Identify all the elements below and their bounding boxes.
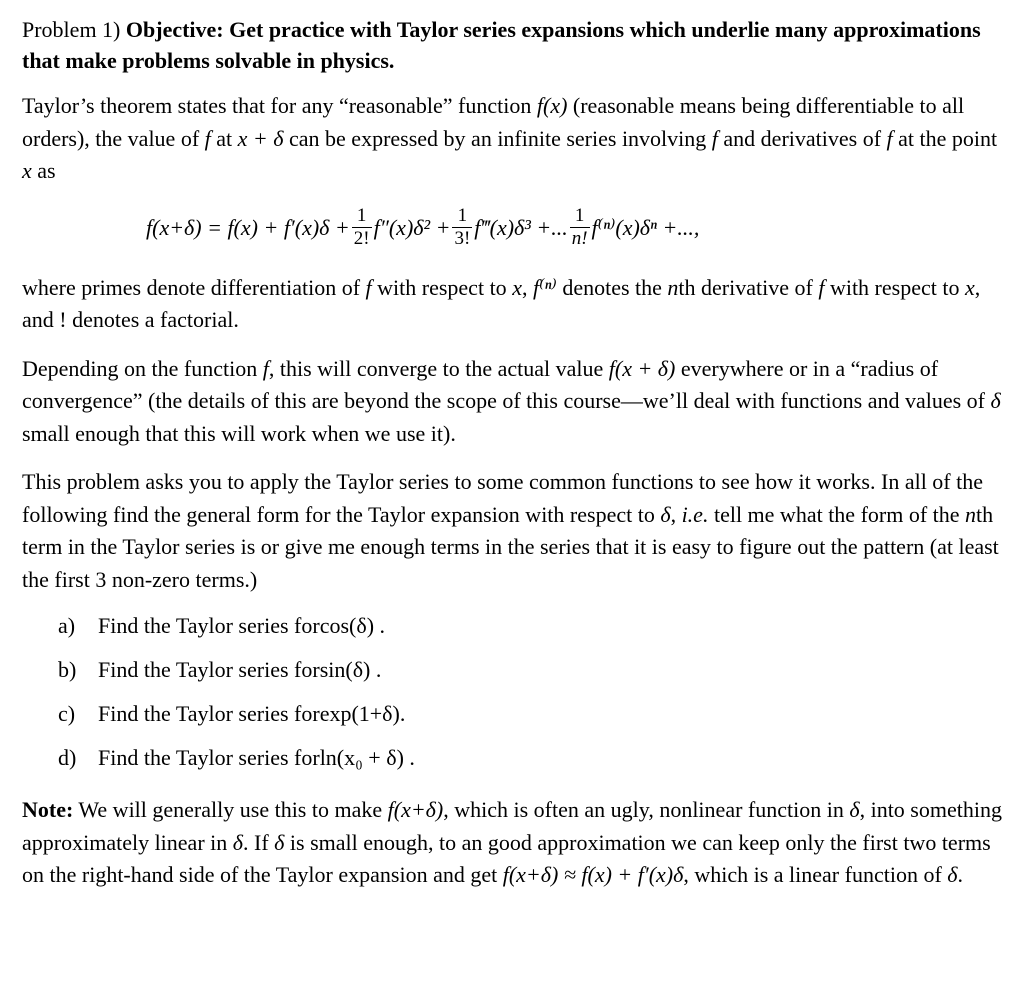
paragraph-taylor-theorem: Taylor’s theorem states that for any “reasonable” function f(x) (reasonable means being differentiable to all orders), the value of f at x + δ can be expressed by an infinite series involving f and derivatives of f at the point x as (22, 93, 998, 183)
fraction-1-over-nfact: $\frac{1}{n!}$ (571, 205, 588, 249)
objective-text: Objective: Get practice with Taylor series expansions which underlie many approximations that make problems solvable in physics. (22, 17, 981, 73)
list-item: a) Find the Taylor series for cos(δ) . (58, 613, 386, 638)
paragraph-note: Note: We will generally use this to make f(x+δ), which is often an ugly, nonlinear function in δ, into something approximately linear in δ. If δ is small enough, to an good approximation we can keep only the first two terms on the right-hand side of the Taylor expansion and get f(x+δ) ≈ f(x) + f′(x)δ, which is a linear function of δ. (22, 797, 1002, 887)
list-item: d) Find the Taylor series for ln(x₀ + δ) . (58, 745, 415, 770)
document (22, 14, 1012, 892)
problem-prefix: Problem 1) (22, 17, 126, 42)
note-label: Note: (22, 797, 74, 822)
paragraph-convergence: Depending on the function f, this will converge to the actual value f(x + δ) everywhere or in a “radius of convergence” (the details of this are beyond the scope of this course—we’ll deal with functions and values of δ small enough that this will work when we use it). (22, 355, 1001, 446)
paragraph-instructions: This problem asks you to apply the Taylor series to some common functions to see how it works. In all of the following find the general form for the Taylor expansion with respect to δ, i.e. tell me what the form of the nth term in the Taylor series is or give me enough terms in the series that it is easy to figure out the pattern (at least the first 3 non-zero terms.) (22, 469, 999, 592)
taylor-equation: f(x+δ) = f(x) + f′(x)δ + $\frac{1}{2!}$ f″(x)δ² + $\frac{1}{3!}$ f‴(x)δ³ +... $\frac{1}{n!}$ f⁽ⁿ⁾(x)δⁿ +..., (146, 205, 700, 249)
task-list (22, 604, 1012, 780)
fraction-1-over-2fact: $\frac{1}{2!}$ (353, 205, 370, 249)
paragraph-primes: where primes denote differentiation of f with respect to x, f⁽ⁿ⁾ denotes the nth derivative of f with respect to x, and ! denotes a factorial. (22, 274, 981, 332)
list-item: b) Find the Taylor series for sin(δ) . (58, 657, 382, 682)
list-item: c) Find the Taylor series for exp(1+δ). (58, 701, 406, 726)
fraction-1-over-3fact: $\frac{1}{3!}$ (454, 205, 471, 249)
problem-title (22, 14, 1012, 76)
